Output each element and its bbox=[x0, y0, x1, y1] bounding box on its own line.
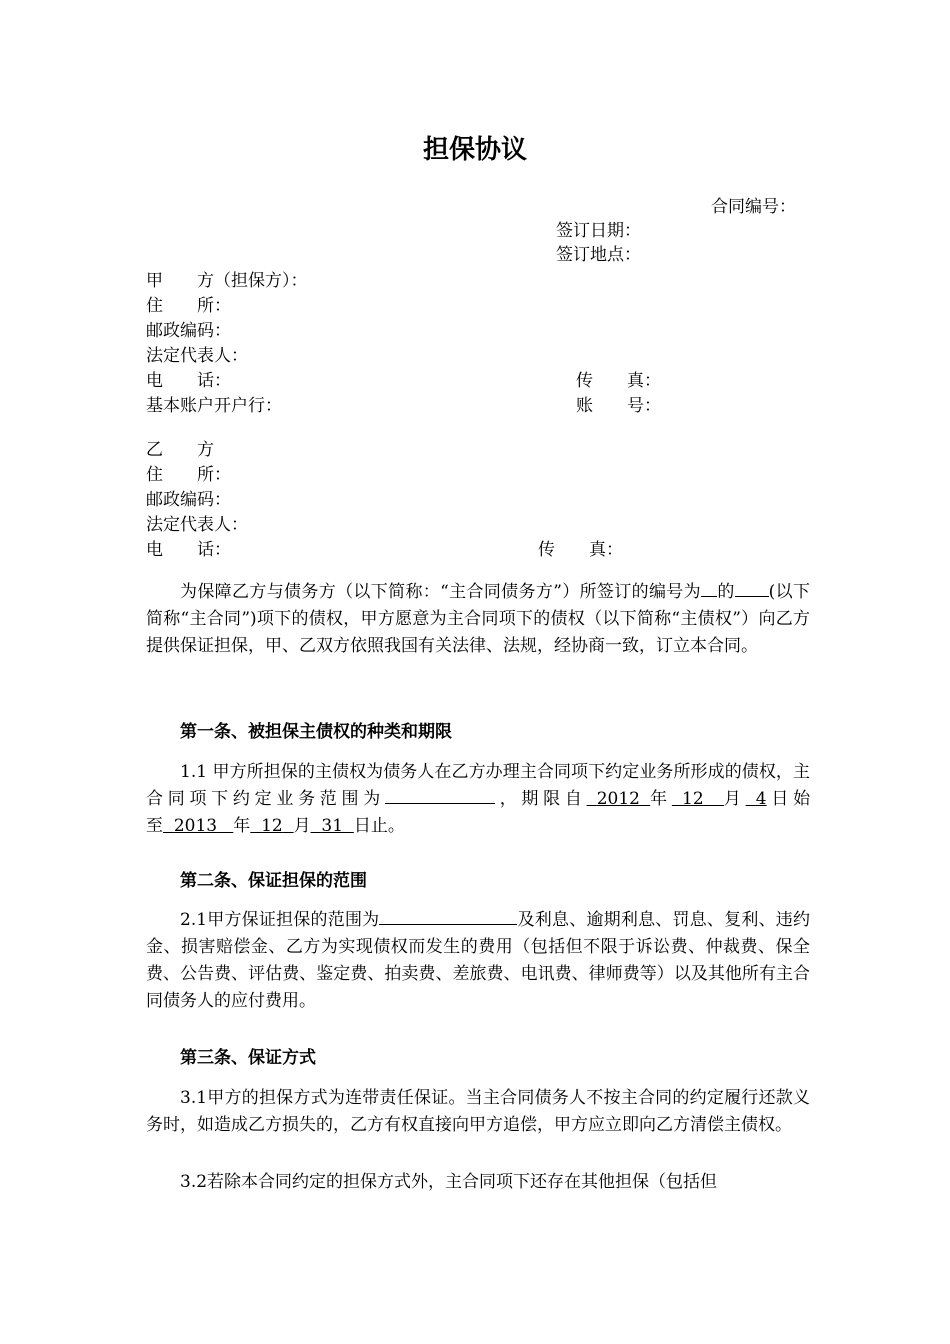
party-b-fax-label: 传 真： bbox=[538, 540, 623, 560]
article1-text-b: ，期限自 bbox=[494, 789, 587, 809]
party-b-phone-label: 电 话： bbox=[146, 540, 231, 560]
start-month: 12 bbox=[682, 789, 704, 809]
party-a-account-label: 账 号： bbox=[576, 396, 661, 416]
party-b-name-label: 乙 方 bbox=[146, 440, 214, 460]
sign-place-label: 签订地点： bbox=[556, 245, 641, 265]
start-day: 4 bbox=[755, 789, 767, 809]
document-title: 担保协议 bbox=[422, 135, 527, 165]
article1-text-c: 日始至 bbox=[146, 789, 811, 836]
party-a-address-label: 住 所： bbox=[146, 296, 231, 316]
party-a-legal-rep-label: 法定代表人： bbox=[146, 346, 248, 366]
month-char-1: 月 bbox=[723, 789, 746, 809]
contract-no-label: 合同编号： bbox=[711, 197, 796, 217]
year-char-1: 年 bbox=[650, 789, 672, 809]
article3-heading: 第三条、保证方式 bbox=[180, 1048, 316, 1068]
party-a-name-label: 甲 方（担保方）： bbox=[146, 271, 308, 291]
party-a-bank-label: 基本账户开户行： bbox=[146, 396, 282, 416]
end-day: 31 bbox=[321, 816, 344, 836]
guarantee-scope-blank bbox=[379, 907, 517, 925]
party-b-postcode-label: 邮政编码： bbox=[146, 490, 231, 510]
party-b-address-label: 住 所： bbox=[146, 465, 231, 485]
end-month: 12 bbox=[261, 816, 283, 836]
article3-paragraph-1: 3.1甲方的担保方式为连带责任保证。当主合同债务人不按主合同的约定履行还款义务时，如造成乙方损失的，乙方有权直接向甲方追偿，甲方应立即向乙方清偿主债权。 bbox=[146, 1088, 810, 1135]
article2-paragraph bbox=[146, 907, 810, 1015]
preamble-paragraph bbox=[146, 579, 810, 660]
article1-heading: 第一条、被担保主债权的种类和期限 bbox=[180, 722, 452, 742]
article3-paragraph-2: 3.2若除本合同约定的担保方式外，主合同项下还存在其他担保（包括但 bbox=[180, 1172, 718, 1192]
contract-number-blank bbox=[701, 579, 717, 597]
year-char-2: 年 bbox=[233, 816, 251, 836]
end-year: 2013 bbox=[173, 816, 218, 836]
article2-heading: 第二条、保证担保的范围 bbox=[180, 871, 367, 891]
start-year: 2012 bbox=[596, 789, 640, 809]
preamble-text-2: 的 bbox=[716, 582, 735, 602]
preamble-text-1: 为保障乙方与债务方（以下简称：“主合同债务方”）所签订的编号为 bbox=[180, 582, 701, 602]
party-b-legal-rep-label: 法定代表人： bbox=[146, 515, 248, 535]
party-a-fax-label: 传 真： bbox=[576, 371, 661, 391]
article1-text-a: 1.1 甲方所担保的主债权为债务人在乙方办理主合同项下约定业务所形成的债权，主合同项下约定业务范围为 bbox=[146, 762, 810, 809]
month-char-2: 月 bbox=[293, 816, 311, 836]
article2-text-b: 及利息、逾期利息、罚息、复利、违约金、损害赔偿金、乙方为实现债权而发生的费用（包括但不限于诉讼费、仲裁费、保全费、公告费、评估费、鉴定费、拍卖费、差旅费、电讯费、律师费等）以及其他所有主合同债务人的应付费用。 bbox=[146, 910, 810, 1011]
business-scope-blank bbox=[385, 786, 495, 804]
sign-date-label: 签订日期： bbox=[556, 221, 641, 241]
party-a-phone-label: 电 话： bbox=[146, 371, 231, 391]
party-a-postcode-label: 邮政编码： bbox=[146, 321, 231, 341]
preamble-text-3: (以下简称“主合同”)项下的债权，甲方愿意为主合同项下的债权（以下简称“主债权”）向乙方提供保证担保，甲、乙双方依照我国有关法律、法规，经协商一致，订立本合同。 bbox=[146, 582, 810, 656]
article1-paragraph bbox=[146, 759, 810, 840]
contract-name-blank bbox=[735, 579, 769, 597]
article2-text-a: 2.1甲方保证担保的范围为 bbox=[180, 910, 380, 930]
article1-text-d: 日止。 bbox=[353, 816, 405, 836]
